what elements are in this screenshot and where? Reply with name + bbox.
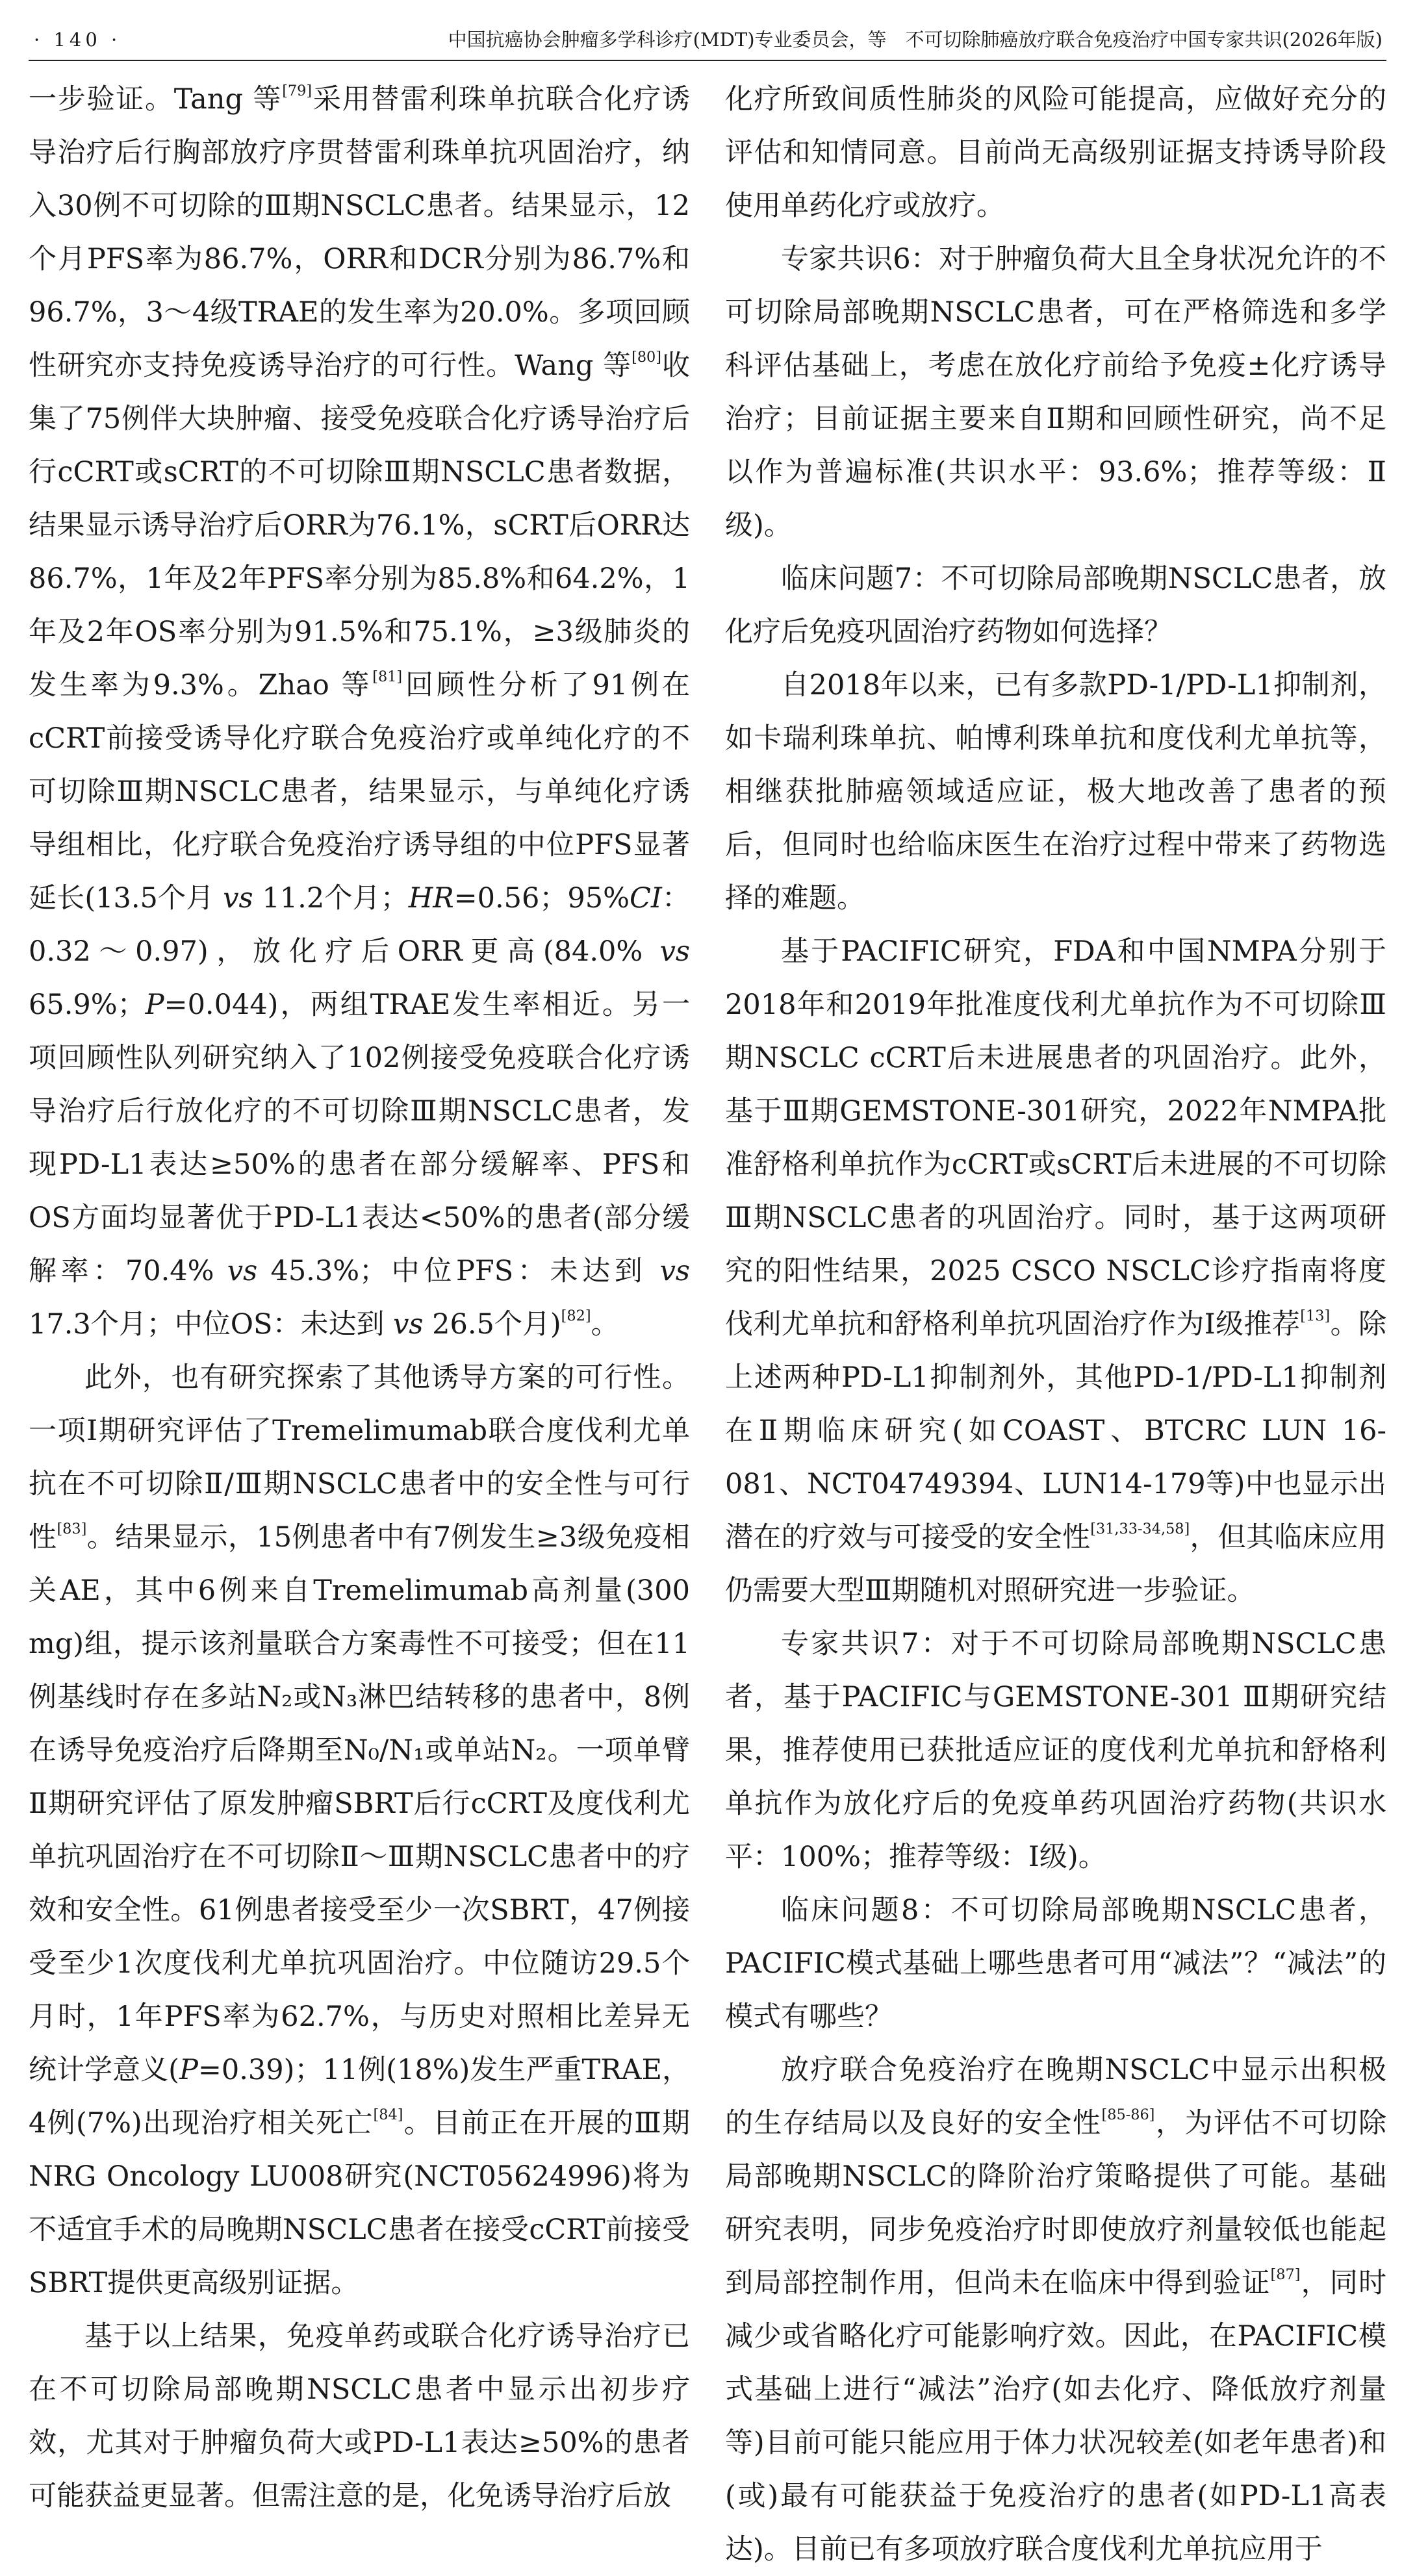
paragraph: 自2018年以来，已有多款PD-1/PD-L1抑制剂，如卡瑞利珠单抗、帕博利珠单抗和度伐利尤单抗等，相继获批肺癌领域适应证，极大地改善了患者的预后，但同时也给临床医生在治疗过程中带来了药物选择的难题。 — [725, 669, 1386, 915]
paragraph: 此外，也有研究探索了其他诱导方案的可行性。一项Ⅰ期研究评估了Tremelimumab联合度伐利尤单抗在不可切除Ⅱ/Ⅲ期NSCLC患者中的安全性与可行性[83]。结果显示，15例患者中有7例发生≥3级免疫相关AE，其中6例来自Tremelimumab高剂量(300 mg)组，提示该剂量联合方案毒性不可接受；但在11例基线时存在多站N₂或N₃淋巴结转移的患者中，8例在诱导免疫治疗后降期至N₀/N₁或单站N₂。一项单臂Ⅱ期研究评估了原发肿瘤SBRT后行cCRT及度伐利尤单抗巩固治疗在不可切除Ⅱ～Ⅲ期NSCLC患者中的疗效和安全性。61例患者接受至少一次SBRT，47例接受至少1次度伐利尤单抗巩固治疗。中位随访29.5个月时，1年PFS率为62.7%，与历史对照相比差异无统计学意义(P=0.39)；11例(18%)发生严重TRAE，4例(7%)出现治疗相关死亡[84]。目前正在开展的Ⅲ期NRG Oncology LU008研究(NCT05624996)将为不适宜手术的局晚期NSCLC患者在接受cCRT前接受SBRT提供更高级别证据。 — [29, 1361, 691, 2299]
expert-consensus-6: 专家共识6：对于肿瘤负荷大且全身状况允许的不可切除局部晚期NSCLC患者，可在严格筛选和多学科评估基础上，考虑在放化疗前给予免疫±化疗诱导治疗；目前证据主要来自Ⅱ期和回顾性研究，尚不足以作为普遍标准(共识水平：93.6%；推荐等级：Ⅱ级)。 — [725, 243, 1386, 542]
paragraph: 基于PACIFIC研究，FDA和中国NMPA分别于2018年和2019年批准度伐利尤单抗作为不可切除Ⅲ期NSCLC cCRT后未进展患者的巩固治疗。此外，基于Ⅲ期GEMSTONE-301研究，2022年NMPA批准舒格利单抗作为cCRT或sCRT后未进展的不可切除Ⅲ期NSCLC患者的巩固治疗。同时，基于这两项研究的阳性结果，2025 CSCO NSCLC诊疗指南将度伐利尤单抗和舒格利单抗巩固治疗作为Ⅰ级推荐[13]。除上述两种PD-L1抑制剂外，其他PD-1/PD-L1抑制剂在Ⅱ期临床研究(如COAST、BTCRC LUN 16-081、NCT04749394、LUN14-179等)中也显示出潜在的疗效与可接受的安全性[31,33-34,58]，但其临床应用仍需要大型Ⅲ期随机对照研究进一步验证。 — [725, 935, 1387, 1607]
paragraph: 基于以上结果，免疫单药或联合化疗诱导治疗已在不可切除局部晚期NSCLC患者中显示出初步疗效，尤其对于肿瘤负荷大或PD-L1表达≥50%的患者可能获益更显著。但需注意的是，化免诱导治疗后放 — [29, 2320, 690, 2512]
expert-consensus-7: 专家共识7：对于不可切除局部晚期NSCLC患者，基于PACIFIC与GEMSTONE-301 Ⅲ期研究结果，推荐使用已获批适应证的度伐利尤单抗和舒格利单抗作为放化疗后的免疫单药巩固治疗药物(共识水平：100%；推荐等级：Ⅰ级)。 — [725, 1628, 1386, 1873]
right-column — [725, 73, 1387, 2566]
left-column — [29, 73, 691, 2512]
clinical-question-8: 临床问题8：不可切除局部晚期NSCLC患者，PACIFIC模式基础上哪些患者可用“减法”？“减法”的模式有哪些？ — [725, 1894, 1386, 2033]
running-title: 中国抗癌协会肿瘤多学科诊疗(MDT)专业委员会，等 不可切除肺癌放疗联合免疫治疗中国专家共识(2026年版) — [448, 29, 1383, 51]
paragraph: 化疗所致间质性肺炎的风险可能提高，应做好充分的评估和知情同意。目前尚无高级别证据支持诱导阶段使用单药化疗或放疗。 — [725, 83, 1386, 222]
paragraph: 放疗联合免疫治疗在晚期NSCLC中显示出积极的生存结局以及良好的安全性[85-86]，为评估不可切除局部晚期NSCLC的降阶治疗策略提供了可能。基础研究表明，同步免疫治疗时即使放疗剂量较低也能起到局部控制作用，但尚未在临床中得到验证[87]，同时减少或省略化疗可能影响疗效。因此，在PACIFIC模式基础上进行“减法”治疗(如去化疗、降低放疗剂量等)目前可能只能应用于体力状况较差(如老年患者)和(或)最有可能获益于免疫治疗的患者(如PD-L1高表达)。目前已有多项放疗联合度伐利尤单抗应用于 — [725, 2054, 1387, 2566]
page-header — [29, 19, 1386, 61]
clinical-question-7: 临床问题7：不可切除局部晚期NSCLC患者，放化疗后免疫巩固治疗药物如何选择？ — [725, 562, 1386, 648]
paragraph: 一步验证。Tang 等[79]采用替雷利珠单抗联合化疗诱导治疗后行胸部放疗序贯替雷利珠单抗巩固治疗，纳入30例不可切除的Ⅲ期NSCLC患者。结果显示，12个月PFS率为86.7%，ORR和DCR分别为86.7%和96.7%，3～4级TRAE的发生率为20.0%。多项回顾性研究亦支持免疫诱导治疗的可行性。Wang 等[80]收集了75例伴大块肿瘤、接受免疫联合化疗诱导治疗后行cCRT或sCRT的不可切除Ⅲ期NSCLC患者数据，结果显示诱导治疗后ORR为76.1%，sCRT后ORR达86.7%，1年及2年PFS率分别为85.8%和64.2%，1年及2年OS率分别为91.5%和75.1%，≥3级肺炎的发生率为9.3%。Zhao 等[81]回顾性分析了91例在cCRT前接受诱导化疗联合免疫治疗或单纯化疗的不可切除Ⅲ期NSCLC患者，结果显示，与单纯化疗诱导组相比，化疗联合免疫治疗诱导组的中位PFS显著延长(13.5个月 vs 11.2个月；HR=0.56；95%CI：0.32～0.97)，放化疗后ORR更高(84.0% vs 65.9%；P=0.044)，两组TRAE发生率相近。另一项回顾性队列研究纳入了102例接受免疫联合化疗诱导治疗后行放化疗的不可切除Ⅲ期NSCLC患者，发现PD-L1表达≥50%的患者在部分缓解率、PFS和OS方面均显著优于PD-L1表达<50%的患者(部分缓解率：70.4% vs 45.3%；中位PFS：未达到 vs 17.3个月；中位OS：未达到 vs 26.5个月)[82]。 — [29, 82, 691, 1341]
page-number: · 140 · — [34, 29, 121, 51]
